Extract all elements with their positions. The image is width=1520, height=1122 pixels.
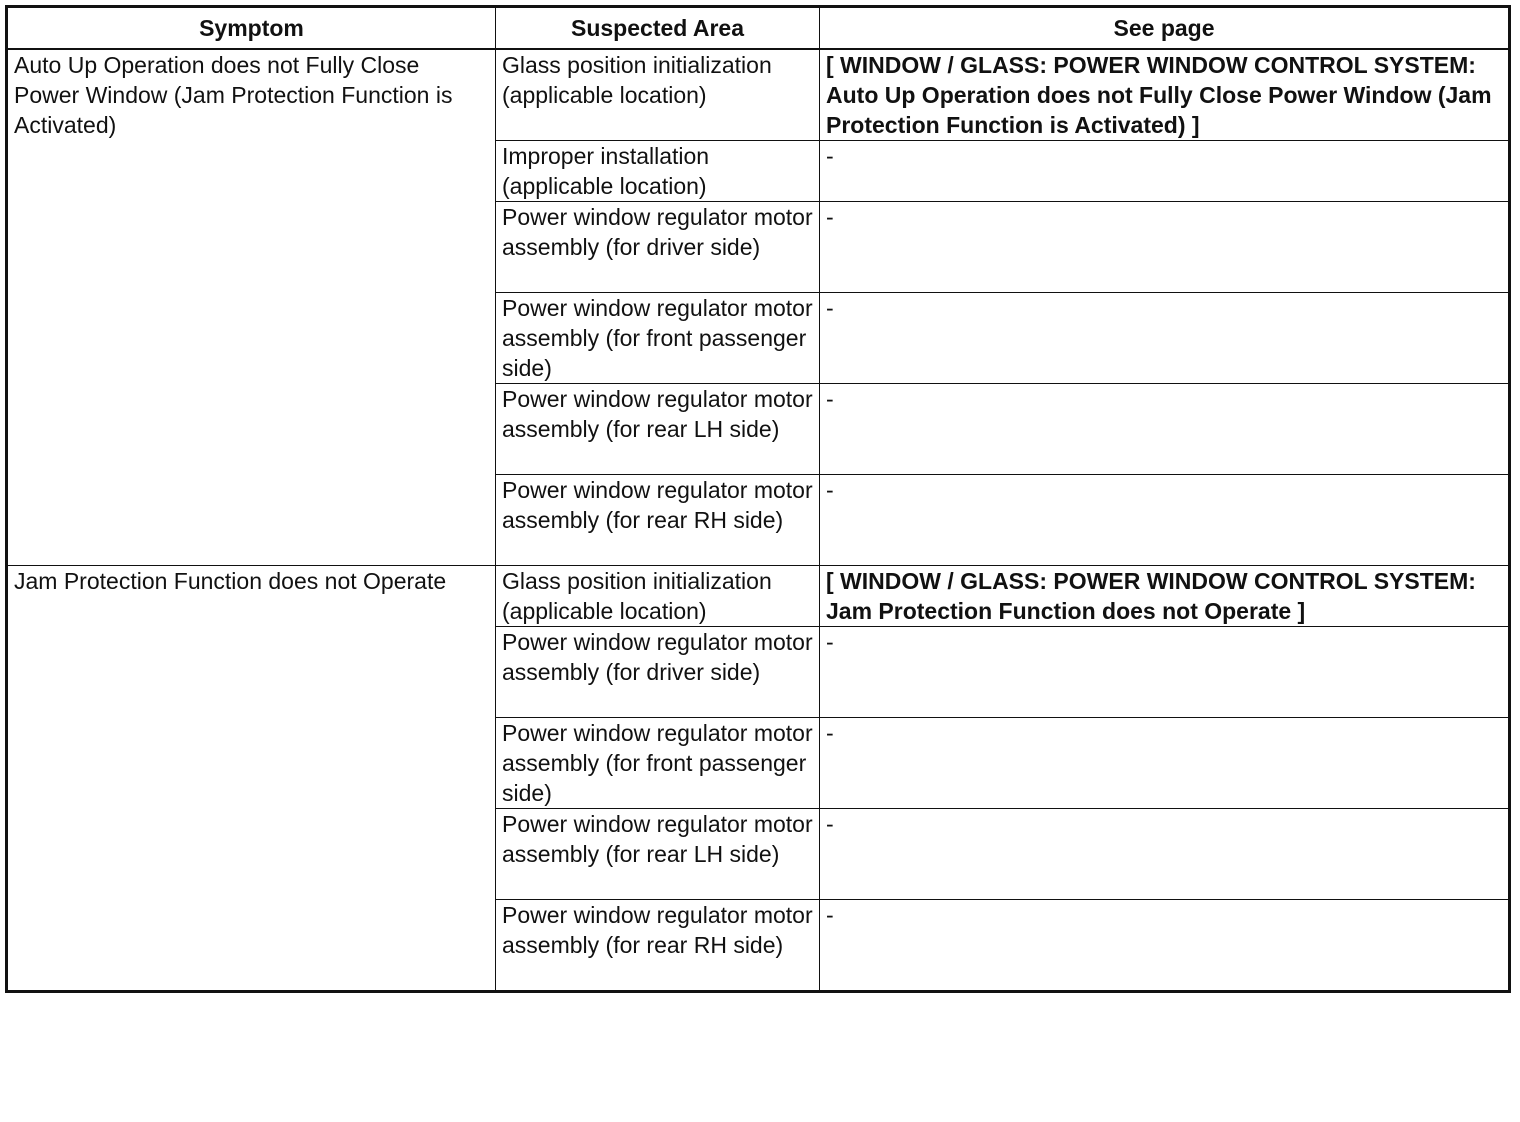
see-page-link[interactable]: [ WINDOW / GLASS: POWER WINDOW CONTROL SYSTEM: Auto Up Operation does not Fully Close Power Window (Jam Protection Function is Activated) ] bbox=[820, 49, 1510, 141]
suspected-area-cell: Power window regulator motor assembly (for driver side) bbox=[496, 627, 820, 718]
suspected-area-cell: Glass position initialization (applicable location) bbox=[496, 49, 820, 141]
see-page-cell: - bbox=[820, 202, 1510, 293]
symptom-cell: Jam Protection Function does not Operate bbox=[7, 566, 496, 992]
suspected-area-cell: Improper installation (applicable location) bbox=[496, 141, 820, 202]
header-see-page: See page bbox=[820, 7, 1510, 50]
see-page-cell: - bbox=[820, 384, 1510, 475]
see-page-cell: - bbox=[820, 293, 1510, 384]
see-page-cell: - bbox=[820, 627, 1510, 718]
suspected-area-cell: Power window regulator motor assembly (for front passenger side) bbox=[496, 293, 820, 384]
see-page-cell: - bbox=[820, 900, 1510, 992]
suspected-area-cell: Power window regulator motor assembly (for front passenger side) bbox=[496, 718, 820, 809]
table-row bbox=[7, 49, 1510, 141]
see-page-link[interactable]: [ WINDOW / GLASS: POWER WINDOW CONTROL SYSTEM: Jam Protection Function does not Operate ] bbox=[820, 566, 1510, 627]
suspected-area-cell: Power window regulator motor assembly (for rear RH side) bbox=[496, 475, 820, 566]
see-page-cell: - bbox=[820, 718, 1510, 809]
table-row bbox=[7, 566, 1510, 627]
troubleshooting-table bbox=[5, 5, 1511, 993]
suspected-area-cell: Power window regulator motor assembly (for rear LH side) bbox=[496, 809, 820, 900]
suspected-area-cell: Power window regulator motor assembly (for rear RH side) bbox=[496, 900, 820, 992]
suspected-area-cell: Power window regulator motor assembly (for rear LH side) bbox=[496, 384, 820, 475]
see-page-cell: - bbox=[820, 475, 1510, 566]
see-page-cell: - bbox=[820, 809, 1510, 900]
header-symptom: Symptom bbox=[7, 7, 496, 50]
header-suspected-area: Suspected Area bbox=[496, 7, 820, 50]
see-page-cell: - bbox=[820, 141, 1510, 202]
symptom-cell: Auto Up Operation does not Fully Close Power Window (Jam Protection Function is Activated) bbox=[7, 49, 496, 566]
suspected-area-cell: Power window regulator motor assembly (for driver side) bbox=[496, 202, 820, 293]
suspected-area-cell: Glass position initialization (applicable location) bbox=[496, 566, 820, 627]
header-row bbox=[7, 7, 1510, 50]
